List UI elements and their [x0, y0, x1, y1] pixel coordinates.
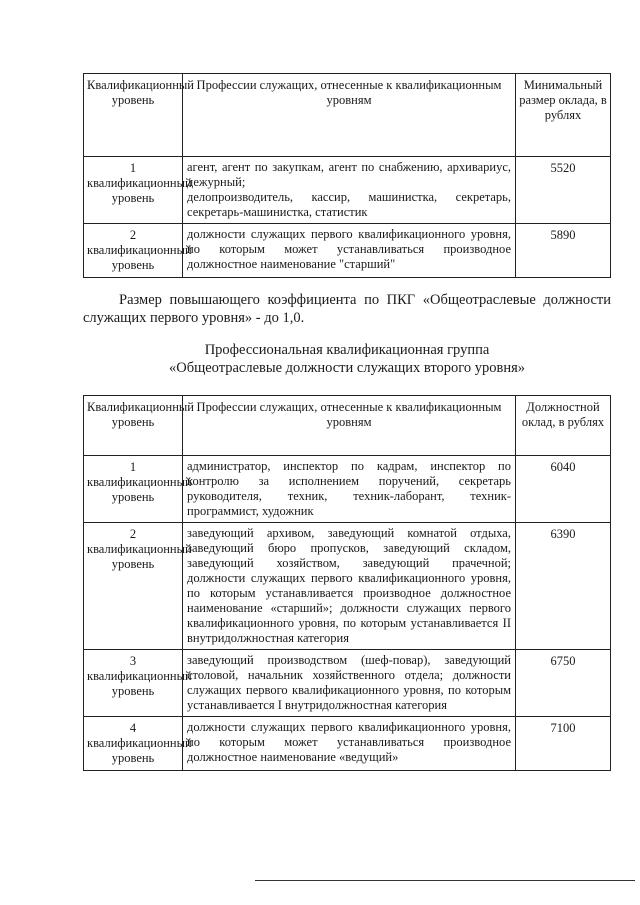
salary-cell: 6390 — [516, 523, 611, 650]
qualification-table-second-level — [83, 395, 611, 771]
professions-cell: должности служащих первого квалификационного уровня, по которым может устанавливаться производное должностное наименование «ведущий» — [183, 717, 516, 771]
header-professions: Профессии служащих, отнесенные к квалификационным уровням — [183, 396, 516, 456]
table-header-row — [84, 396, 611, 456]
level-cell — [84, 224, 192, 278]
table-row — [84, 157, 611, 224]
professions-cell: заведующий производством (шеф-повар), заведующий столовой, начальник хозяйственного отдела; должности служащих первого квалификационного уровня, по которым устанавливается I внутридолжностная категория — [183, 650, 516, 717]
level-label: квалификационный уровень — [87, 243, 192, 272]
salary-cell: 5520 — [516, 157, 611, 224]
level-cell — [84, 523, 192, 650]
level-label: квалификационный уровень — [87, 669, 192, 698]
header-salary: Должностной оклад, в рублях — [516, 396, 611, 456]
level-cell — [84, 717, 192, 771]
level-label: квалификационный уровень — [87, 475, 192, 504]
salary-cell: 7100 — [516, 717, 611, 771]
qualification-table-first-level — [83, 73, 611, 278]
level-cell — [84, 456, 192, 523]
level-number: 2 — [129, 228, 137, 242]
level-cell — [84, 157, 192, 224]
level-number: 2 — [129, 527, 137, 541]
level-label: квалификационный уровень — [87, 176, 192, 205]
level-number: 3 — [129, 654, 137, 668]
level-label: квалификационный уровень — [87, 736, 192, 765]
professions-text: должности служащих первого квалификационного уровня, по которым может устанавливаться производное должностное наименование "старший" — [187, 227, 511, 271]
header-salary: Минимальный размер оклада, в рублях — [516, 74, 611, 157]
professions-text: агент, агент по закупкам, агент по снабжению, архивариус, дежурный; — [187, 160, 511, 189]
table-row — [84, 717, 611, 771]
coefficient-paragraph: Размер повышающего коэффициента по ПКГ «Общеотраслевые должности служащих первого уровня» - до 1,0. — [83, 292, 611, 326]
level-number: 1 — [129, 161, 137, 175]
group-heading-line2: «Общеотраслевые должности служащих второго уровня» — [168, 360, 526, 376]
header-professions: Профессии служащих, отнесенные к квалификационным уровням — [183, 74, 516, 157]
header-level: Квалификационный уровень — [84, 74, 183, 157]
level-cell — [84, 650, 192, 717]
salary-cell: 6750 — [516, 650, 611, 717]
professions-cell — [183, 224, 516, 278]
level-number: 1 — [129, 460, 137, 474]
table-row — [84, 456, 611, 523]
level-number: 4 — [129, 721, 137, 735]
professions-cell: администратор, инспектор по кадрам, инспектор по контролю за исполнением поручений, секретарь руководителя, техник, техник-лаборант, техник-программист, художник — [183, 456, 516, 523]
salary-cell: 6040 — [516, 456, 611, 523]
group-heading — [83, 341, 611, 377]
footer-divider — [255, 880, 635, 881]
group-heading-line1: Профессиональная квалификационная группа — [204, 342, 490, 358]
level-label: квалификационный уровень — [87, 542, 192, 571]
table-row — [84, 523, 611, 650]
professions-cell: заведующий архивом, заведующий комнатой отдыха, заведующий бюро пропусков, заведующий складом, заведующий хозяйством, заведующий прачечной; должности служащих первого квалификационного уровня, по которым устанавливается производное должностное наименование «старший»; должности служащих первого квалификационного уровня, по которым устанавливается II внутридолжностная категория — [183, 523, 516, 650]
header-level: Квалификационный уровень — [84, 396, 183, 456]
table-row — [84, 650, 611, 717]
table-header-row — [84, 74, 611, 157]
professions-text: делопроизводитель, кассир, машинистка, секретарь, секретарь-машинистка, статистик — [187, 190, 511, 219]
salary-cell: 5890 — [516, 224, 611, 278]
table-row — [84, 224, 611, 278]
professions-cell — [183, 157, 516, 224]
